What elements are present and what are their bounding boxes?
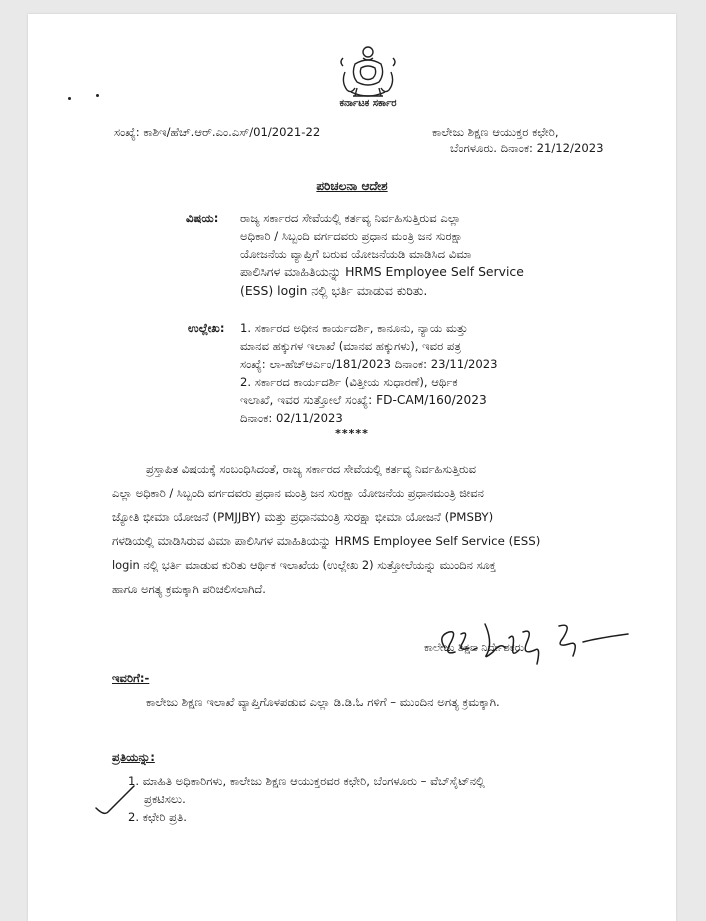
body-line: ಎಲ್ಲಾ ಅಧಿಕಾರಿ / ಸಿಬ್ಬಂದಿ ವರ್ಗದವರು ಪ್ರಧಾನ ಮಂತ್ರಿ ಜನ ಸುರಕ್ಷಾ ಯೋಜನೆಯ ಪ್ರಧಾನಮಂತ್ರಿ ಜೀವನ bbox=[112, 486, 484, 500]
subject-line: ಪಾಲಿಸಿಗಳ ಮಾಹಿತಿಯನ್ನು HRMS Employee Self Service bbox=[240, 264, 524, 279]
office-name: ಕಾಲೇಜು ಶಿಕ್ಷಣ ಆಯುಕ್ತರ ಕಛೇರಿ, bbox=[432, 125, 559, 139]
body-line: ಹಾಗೂ ಅಗತ್ಯ ಕ್ರಮಕ್ಕಾಗಿ ಪರಿಚಲಿಸಲಾಗಿದೆ. bbox=[112, 582, 266, 596]
copy-item-1-cont: ಪ್ರಕಟಿಸಲು. bbox=[144, 792, 186, 806]
subject-line: (ESS) login ನಲ್ಲಿ ಭರ್ತಿ ಮಾಡುವ ಕುರಿತು. bbox=[240, 283, 428, 298]
page-title: ಪರಿಚಲನಾ ಆದೇಶ bbox=[316, 179, 388, 193]
place-date: ಬೆಂಗಳೂರು. ದಿನಾಂಕ: 21/12/2023 bbox=[450, 141, 604, 155]
to-text: ಕಾಲೇಜು ಶಿಕ್ಷಣ ಇಲಾಖೆ ವ್ಯಾಪ್ತಿಗೊಳಪಡುವ ಎಲ್ಲಾ ಡಿ.ಡಿ.ಓ ಗಳಿಗೆ – ಮುಂದಿನ ಅಗತ್ಯ ಕ್ರಮಕ್ಕಾಗಿ. bbox=[146, 695, 500, 709]
body-line: ಪ್ರಸ್ತಾಪಿತ ವಿಷಯಕ್ಕೆ ಸಂಬಂಧಿಸಿದಂತೆ, ರಾಜ್ಯ ಸರ್ಕಾರದ ಸೇವೆಯಲ್ಲಿ ಕರ್ತವ್ಯ ನಿರ್ವಹಿಸುತ್ತಿರುವ bbox=[146, 462, 476, 476]
copy-item-1: 1. ಮಾಹಿತಿ ಅಧಿಕಾರಿಗಳು, ಕಾಲೇಜು ಶಿಕ್ಷಣ ಆಯುಕ್ತರವರ ಕಛೇರಿ, ಬೆಂಗಳೂರು – ವೆಬ್‌ಸೈಟ್‌ನಲ್ಲಿ bbox=[128, 774, 485, 788]
scan-speck bbox=[96, 94, 99, 97]
reference-line: 2. ಸರ್ಕಾರದ ಕಾರ್ಯದರ್ಶಿ (ವಿತ್ತೀಯ ಸುಧಾರಣೆ), ಆರ್ಥಿಕ bbox=[240, 375, 458, 389]
body-line: ಜ್ಯೋತಿ ಭೀಮಾ ಯೋಜನೆ (PMJJBY) ಮತ್ತು ಪ್ರಧಾನಮಂತ್ರಿ ಸುರಕ್ಷಾ ಭೀಮಾ ಯೋಜನೆ (PMSBY) bbox=[112, 510, 494, 524]
body-line: ಗಳಡಿಯಲ್ಲಿ ಮಾಡಿಸಿರುವ ವಿಮಾ ಪಾಲಿಸಿಗಳ ಮಾಹಿತಿಯನ್ನು HRMS Employee Self Service (ESS) bbox=[112, 534, 541, 548]
document-page bbox=[28, 14, 676, 921]
reference-number: ಸಂಖ್ಯೆ: ಕಾಶಿಇ/ಹೆಚ್.ಆರ್.ಎಂ.ಎಸ್/01/2021-22 bbox=[114, 125, 321, 139]
subject-line: ರಾಜ್ಯ ಸರ್ಕಾರದ ಸೇವೆಯಲ್ಲಿ ಕರ್ತವ್ಯ ನಿರ್ವಹಿಸುತ್ತಿರುವ ಎಲ್ಲಾ bbox=[240, 211, 461, 225]
to-label: ಇವರಿಗೆ:- bbox=[112, 671, 150, 685]
reference-line: 1. ಸರ್ಕಾರದ ಅಧೀನ ಕಾರ್ಯದರ್ಶಿ, ಕಾನೂನು, ನ್ಯಾಯ ಮತ್ತು bbox=[240, 321, 468, 335]
reference-label: ಉಲ್ಲೇಖ: bbox=[188, 321, 225, 335]
reference-line: ಇಲಾಖೆ, ಇವರ ಸುತ್ತೋಲೆ ಸಂಖ್ಯೆ: FD-CAM/160/2023 bbox=[240, 393, 487, 407]
reference-line: ಸಂಖ್ಯೆ: ಲಾ-ಹೆಚ್ಆರ್ಎಂ/181/2023 ದಿನಾಂಕ: 23/11/2023 bbox=[240, 357, 498, 371]
signatory-designation: ಕಾಲೇಜು ಶಿಕ್ಷಣ ನಿರ್ದೇಶಕರು bbox=[424, 641, 525, 654]
body-line: login ನಲ್ಲಿ ಭರ್ತಿ ಮಾಡುವ ಕುರಿತು ಆರ್ಥಿಕ ಇಲಾಖೆಯ (ಉಲ್ಲೇಖ 2) ಸುತ್ತೋಲೆಯನ್ನು ಮುಂದಿನ ಸೂಕ್ತ bbox=[112, 558, 496, 572]
copy-item-2: 2. ಕಛೇರಿ ಪ್ರತಿ. bbox=[128, 810, 187, 824]
separator: ***** bbox=[335, 427, 369, 440]
subject-line: ಅಧಿಕಾರಿ / ಸಿಬ್ಬಂದಿ ವರ್ಗದವರು ಪ್ರಧಾನ ಮಂತ್ರಿ ಜನ ಸುರಕ್ಷಾ bbox=[240, 229, 463, 243]
copies-label: ಪ್ರತಿಯನ್ನು: bbox=[112, 750, 155, 764]
scan-speck bbox=[68, 97, 71, 100]
subject-label: ವಿಷಯ: bbox=[186, 211, 219, 225]
reference-line: ದಿನಾಂಕ: 02/11/2023 bbox=[240, 411, 343, 425]
government-name: ಕರ್ನಾಟಕ ಸರ್ಕಾರ bbox=[339, 98, 397, 109]
subject-line: ಯೋಜನೆಯ ವ್ಯಾಪ್ತಿಗೆ ಬರುವ ಯೋಜನೆಯಡಿ ಮಾಡಿಸಿದ ವಿಮಾ bbox=[240, 247, 472, 261]
reference-line: ಮಾನವ ಹಕ್ಕುಗಳ ಇಲಾಖೆ (ಮಾನವ ಹಕ್ಕುಗಳು), ಇವರ ಪತ್ರ bbox=[240, 339, 461, 353]
